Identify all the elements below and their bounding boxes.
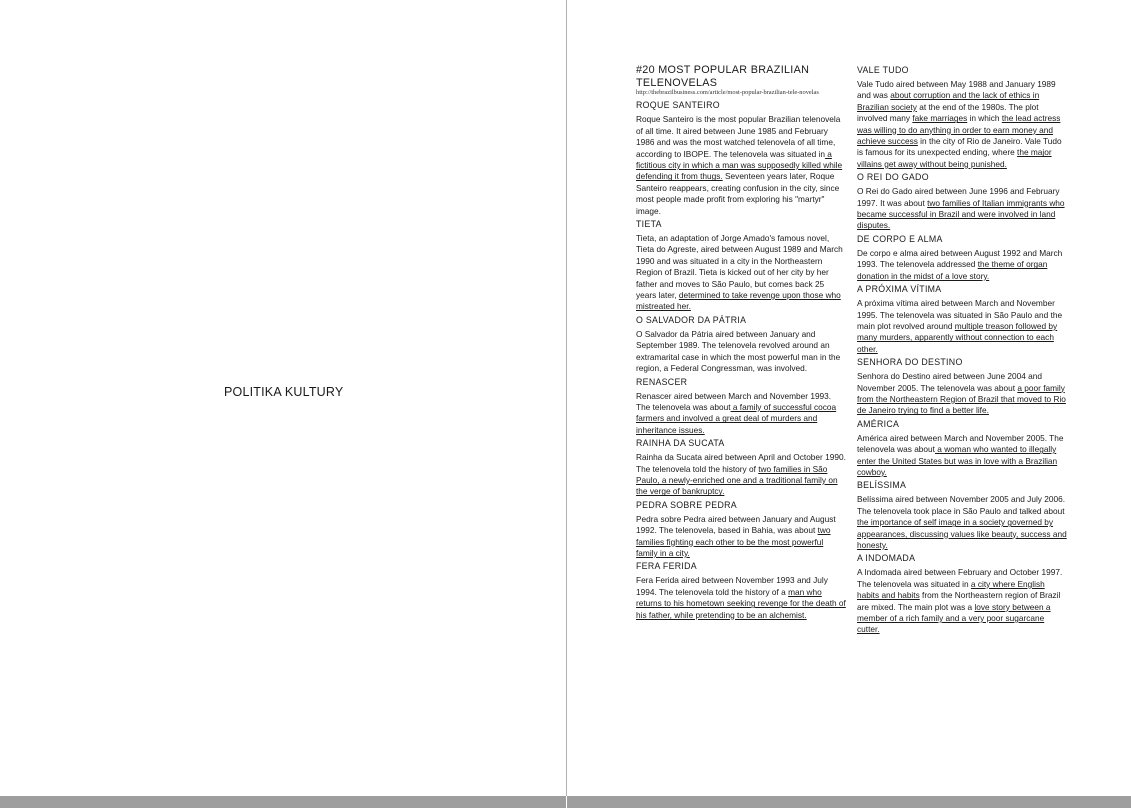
section-body-tieta	[636, 233, 846, 313]
underlined-text: man who returns to his hometown seeking revenge for the death of his father, while pretending to be an alchemist.	[636, 586, 846, 620]
article-column-right	[857, 64, 1067, 638]
body-text: at the end of the 1980s. The plot involved many	[857, 101, 1039, 124]
underlined-text: multiple treason followed by many murders, apparently without connection to each other.	[857, 320, 1058, 354]
section-heading-o-salvador-da-patria: O SALVADOR DA PÁTRIA	[636, 314, 747, 325]
section-heading-belissima: BELÍSSIMA	[857, 480, 907, 491]
body-text: América aired between March and November 2005. The telenovela was about	[857, 432, 1064, 455]
section-heading-tieta: TIETA	[636, 219, 662, 230]
body-text: Senhora do Destino aired between June 2004 and November 2005. The telenovela was about	[857, 371, 1042, 393]
section-heading-america: AMÉRICA	[857, 418, 900, 429]
section-heading-senhora-do-destino: SENHORA DO DESTINO	[857, 357, 963, 368]
underlined-text: the lead actress was willing to do anything in order to earn money and achieve success	[857, 113, 1061, 147]
body-text: Roque Santeiro is the most popular Brazilian telenovela of all time. It aired between June 1985 and February 1986 and was the most watched telenovela of all time, according to IBOPE. The telenovela was situated in	[636, 114, 841, 159]
body-text: Tieta, an adaptation of Jorge Amado's famous novel, Tieta do Agreste, aired between August 1989 and March 1990 and was situated in a city in the Northeastern Region of Brazil. Tieta is kicked out of her city by her father and moves to São Paulo, but comes back 25 years later,	[636, 233, 843, 301]
body-text: A Indomada aired between February and October 1997. The telenovela was situated in	[857, 567, 1063, 589]
body-text: Seventeen years later, Roque Santeiro reappears, creating confusion in the city, since most people made profit from exploring his "martyr" image.	[636, 171, 840, 216]
left-page-title: POLITIKA KULTURY	[224, 385, 344, 399]
underlined-text: love story between a member of a rich family and a very poor sugarcane cutter.	[857, 601, 1051, 635]
section-body-o-salvador-da-patria	[636, 329, 846, 375]
section-heading-a-proxima-vitima: A PRÓXIMA VÍTIMA	[857, 284, 942, 295]
horizontal-scrollbar[interactable]	[0, 796, 1131, 808]
section-heading-rainha-da-sucata: RAINHA DA SUCATA	[636, 438, 725, 449]
body-text: O Salvador da Pátria aired between January and September 1989. The telenovela revolved around an extramarital case in which the most powerful man in the region, a Federal Congressman, was involved.	[636, 328, 841, 374]
section-heading-o-rei-do-gado: O REI DO GADO	[857, 172, 929, 183]
underlined-text: a poor family from the Northeastern Region of Brazil that moved to Rio de Janeiro trying to find a better life.	[857, 382, 1066, 416]
left-page	[0, 0, 566, 796]
section-body-de-corpo-e-alma	[857, 248, 1067, 282]
underlined-text: two families fighting each other to be the most powerful family in a city.	[636, 525, 831, 558]
body-text: from the Northeastern region of Brazil are mixed. The main plot was a	[857, 590, 1061, 612]
article-title: #20 MOST POPULAR BRAZILIAN TELENOVELAS	[636, 64, 810, 89]
section-body-belissima	[857, 494, 1067, 551]
underlined-text: a fictitious city in which a man was supposedly killed while defending it from thugs.	[636, 148, 843, 182]
body-text: Rainha da Sucata aired between April and October 1990. The telenovela told the history of	[636, 452, 846, 474]
underlined-text: a family of successful cocoa farmers and involved a great deal of murders and inheritance issues.	[636, 401, 837, 435]
section-body-rainha-da-sucata	[636, 452, 846, 498]
section-body-o-rei-do-gado	[857, 186, 1067, 232]
underlined-text: the major villains get away without being punished.	[857, 147, 1052, 169]
body-text: Renascer aired between March and November 1993. The telenovela was about	[636, 390, 832, 412]
body-text: De corpo e alma aired between August 1992 and March 1993. The telenovela addressed	[857, 247, 1063, 270]
article-source-url: http://thebrazilbusiness.com/article/most-popular-brazilian-tele-novelas	[636, 89, 819, 97]
section-heading-roque-santeiro: ROQUE SANTEIRO	[636, 100, 720, 111]
section-body-senhora-do-destino	[857, 371, 1067, 417]
article-column-left	[636, 64, 846, 623]
section-heading-fera-ferida: FERA FERIDA	[636, 561, 697, 572]
underlined-text: a woman who wanted to illegally enter the United States but was in love with a Brazilian cowboy.	[857, 444, 1058, 477]
underlined-text: the theme of organ donation in the midst of a love story.	[857, 259, 1048, 281]
body-text: Belíssima aired between November 2005 and July 2006. The telenovela took place in São Paulo and talked about	[857, 494, 1066, 516]
body-text: Fera Ferida aired between November 1993 and July 1994. The telenovela told the history of a	[636, 575, 828, 597]
section-heading-renascer: RENASCER	[636, 376, 688, 387]
underlined-text: a city where English habits and habits	[857, 578, 1045, 601]
underlined-text: two families in São Paulo, a newly-enriched one and a traditional family on the verge of bankruptcy.	[636, 463, 838, 497]
section-body-a-proxima-vitima	[857, 298, 1067, 355]
section-body-a-indomada	[857, 567, 1067, 635]
scrollbar-divider	[566, 796, 567, 808]
section-body-renascer	[636, 391, 846, 437]
body-text: A próxima vítima aired between March and November 1995. The telenovela was situated in São Paulo and the main plot revolved around	[857, 298, 1063, 331]
underlined-text: two families of Italian immigrants who became successful in Brazil and were involved in land disputes.	[857, 197, 1065, 231]
section-heading-pedra-sobre-pedra: PEDRA SOBRE PEDRA	[636, 499, 737, 510]
section-body-fera-ferida	[636, 575, 846, 621]
body-text: in the city of Rio de Janeiro. Vale Tudo is famous for its unexpected ending, where	[857, 136, 1062, 158]
section-heading-de-corpo-e-alma: DE CORPO E ALMA	[857, 233, 943, 244]
underlined-text: fake marriages	[912, 113, 968, 124]
section-body-roque-santeiro	[636, 114, 846, 217]
underlined-text: the importance of self image in a society governed by appearances, discussing values like beauty, success and honesty.	[857, 517, 1067, 550]
body-text: O Rei do Gado aired between June 1996 and February 1997. It was about	[857, 186, 1060, 208]
section-heading-a-indomada: A INDOMADA	[857, 553, 916, 564]
body-text: in which	[967, 113, 1002, 124]
underlined-text: about corruption and the lack of ethics in Brazilian society	[857, 90, 1040, 112]
underlined-text: determined to take revenge upon those who mistreated her.	[636, 290, 841, 312]
section-body-pedra-sobre-pedra	[636, 514, 846, 560]
body-text: Pedra sobre Pedra aired between January and August 1992. The telenovela, based in Bahia, was about	[636, 513, 836, 536]
section-body-vale-tudo	[857, 79, 1067, 170]
section-heading-vale-tudo: VALE TUDO	[857, 65, 909, 75]
body-text: Vale Tudo aired between May 1988 and January 1989 and was	[857, 79, 1056, 101]
section-body-america	[857, 433, 1067, 479]
